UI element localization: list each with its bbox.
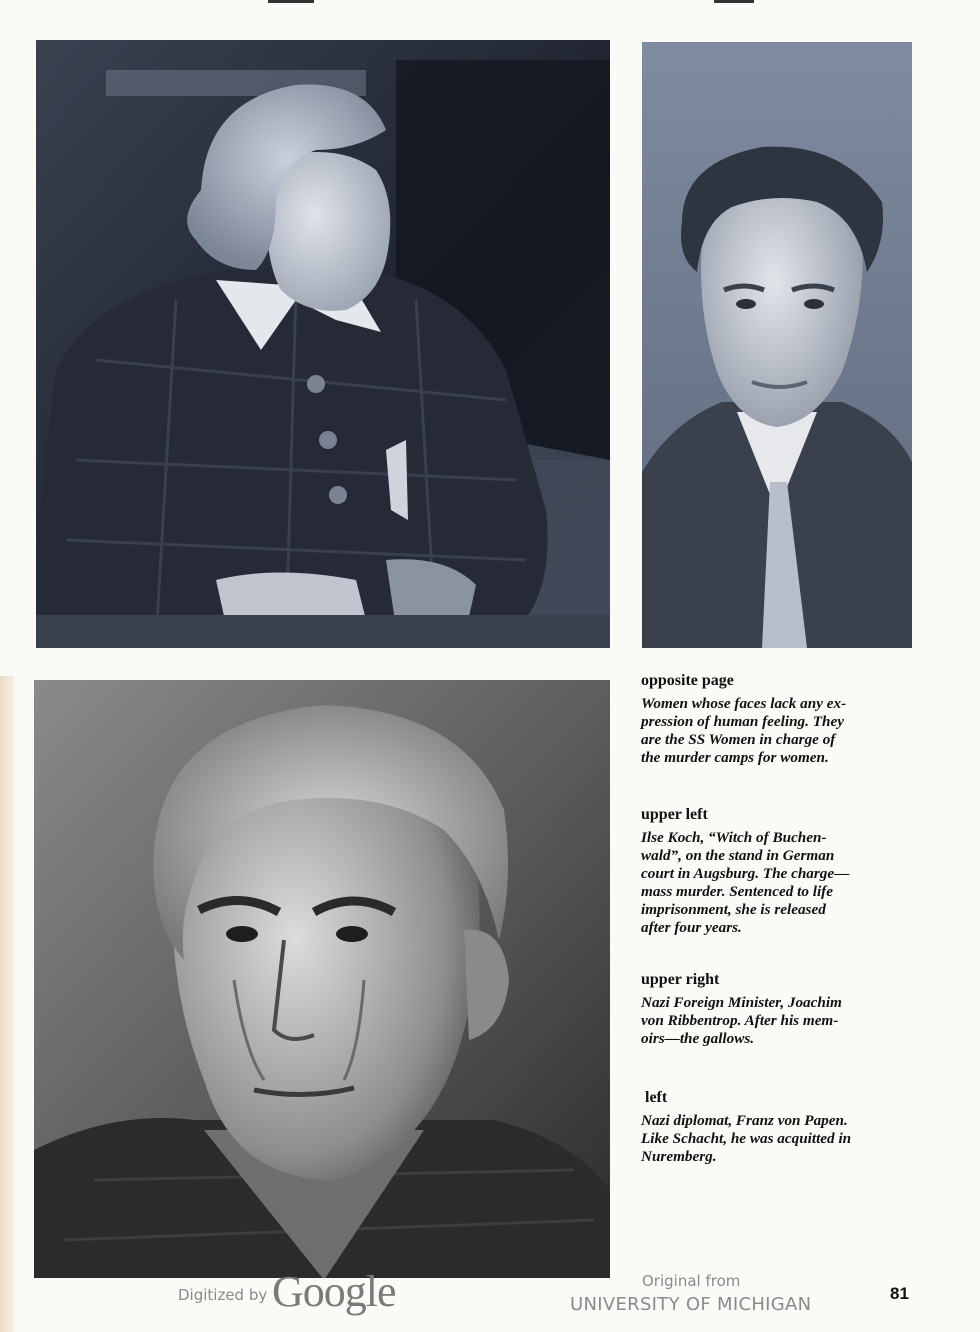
top-rule-left [268,0,314,3]
caption-text [641,1112,913,1166]
caption-text [641,695,913,767]
caption-line: after four years. [641,919,742,936]
caption-line: Nazi Foreign Minister, Joachim [641,994,842,1011]
caption-heading: left [645,1089,668,1106]
top-rule-right [714,0,754,3]
caption-upper-right [641,971,913,1048]
caption-line: von Ribbentrop. After his mem- [641,1012,839,1029]
caption-line: oirs—the gallows. [641,1030,755,1047]
caption-left [641,1089,913,1166]
caption-line: Ilse Koch, “Witch of Buchen- [641,829,827,846]
caption-line: pression of human feeling. They [641,713,844,730]
caption-upper-left [641,806,913,937]
caption-line: Nazi diplomat, Franz von Papen. [641,1112,848,1129]
photo-von-papen [34,680,610,1278]
caption-text [641,994,913,1048]
caption-line: Like Schacht, he was acquitted in [641,1130,852,1147]
caption-opposite-page [641,672,913,767]
caption-line: are the SS Women in charge of [641,731,836,748]
caption-heading: opposite page [641,672,734,689]
photo-ilse-koch [36,40,610,648]
caption-line: the murder camps for women. [641,749,829,766]
original-from-label: Original from [642,1272,741,1290]
page-edge-shadow [0,676,14,1332]
caption-line: Nuremberg. [641,1148,717,1165]
caption-heading: upper left [641,806,708,823]
photo-ilse-koch-image [36,40,610,648]
caption-line: mass murder. Sentenced to life [641,883,833,900]
page-number: 81 [890,1284,909,1303]
photo-ribbentrop-image [642,42,912,648]
caption-heading: upper right [641,971,720,988]
caption-text [641,829,913,937]
photo-von-papen-image [34,680,610,1278]
caption-line: Women whose faces lack any ex- [641,695,847,712]
google-logo-text: Google [272,1267,396,1316]
digitized-by-label: Digitized by [178,1286,268,1304]
caption-line: wald”, on the stand in German [641,847,835,864]
caption-line: court in Augsburg. The charge— [641,865,850,882]
caption-line: imprisonment, she is released [641,901,826,918]
university-label: UNIVERSITY OF MICHIGAN [570,1294,812,1315]
photo-ribbentrop [642,42,912,648]
